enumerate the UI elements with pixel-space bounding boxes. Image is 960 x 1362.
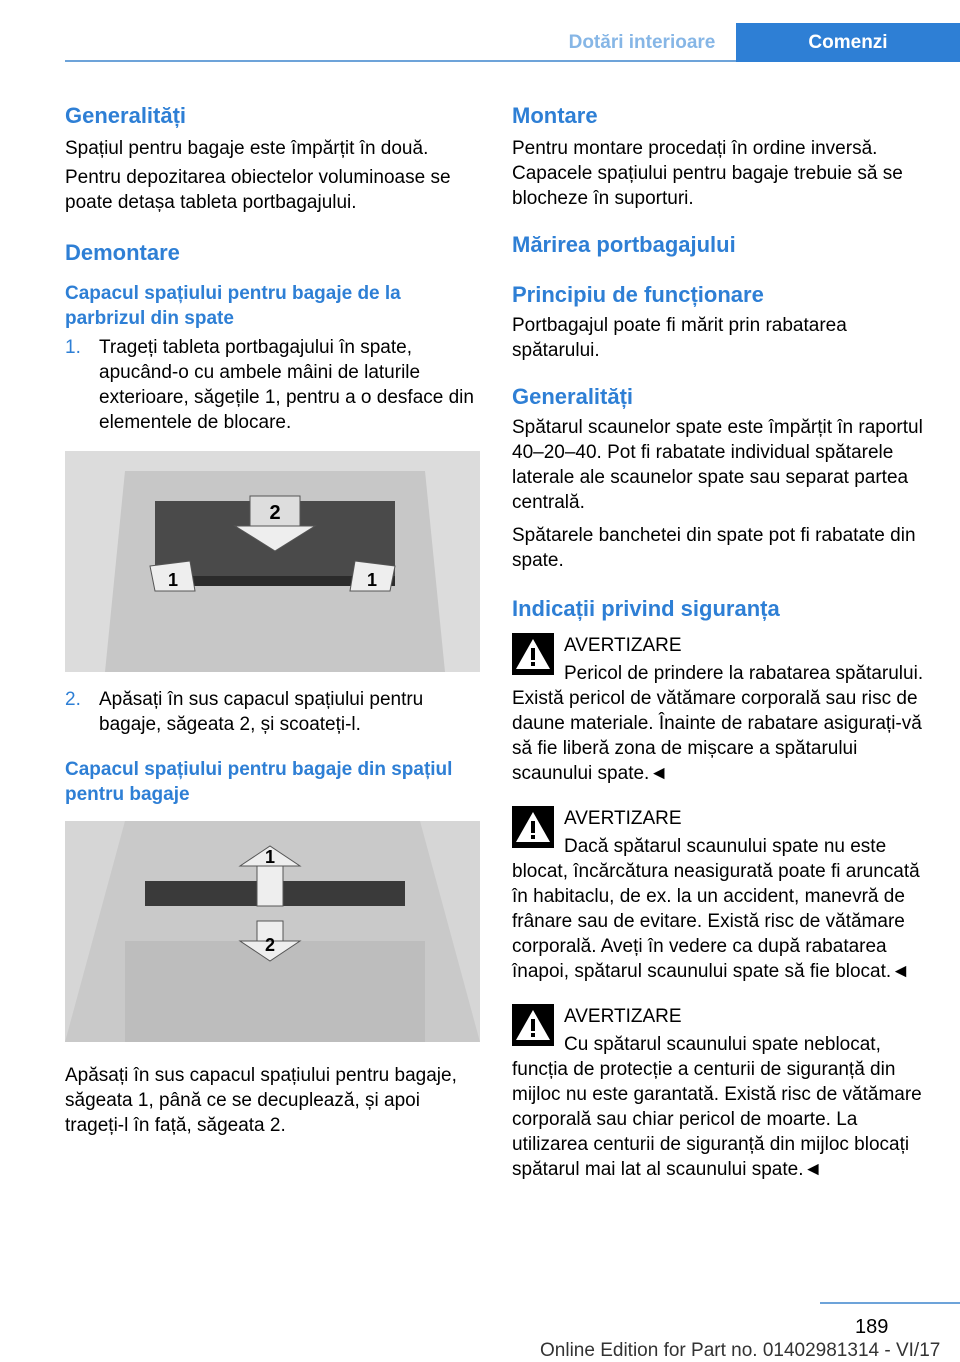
right-column	[512, 102, 930, 1182]
arrow-1-right-label: 1	[366, 570, 378, 590]
step-number: 1.	[65, 337, 81, 358]
heading-general-right: Generalități	[512, 384, 634, 409]
heading-marire: Mărirea portbagajului	[512, 232, 736, 257]
heading-demontare: Demontare	[65, 240, 180, 265]
warning-title: AVERTIZARE	[564, 635, 682, 656]
warning-title: AVERTIZARE	[564, 1006, 682, 1027]
warning-text: Cu spătarul scaunului spate neblocat, funcția de protecție a centurii de siguranță din mijloc nu este garantată. Există risc de vătămare corporală sau chiar pericol de moarte. La utilizarea centurii de siguranță din mijloc blocați spătarul mai lat al scaunului spate.◄	[512, 1034, 922, 1180]
step-text: Apăsați în sus capacul spațiului pentru bagaje, săgeata 2, și scoateți-l.	[99, 689, 424, 735]
step-1	[65, 335, 480, 435]
paragraph: Apăsați în sus capacul spațiului pentru bagaje, săgeata 1, până ce se decuplează, și apoi trageți-l în față, săgeata 2.	[65, 1065, 457, 1136]
paragraph: Portbagajul poate fi mărit prin rabatarea spătarului.	[512, 315, 847, 361]
heading-capac-2: Capacul spațiului pentru bagaje din spațiul pentru bagaje	[65, 759, 453, 805]
heading-siguranta: Indicații privind siguranța	[512, 596, 780, 621]
arrow-1-left-label: 1	[167, 570, 179, 590]
warning-text: Dacă spătarul scaunului spate nu este blocat, încărcătura neasigurată poate fi aruncată în habitaclu, de ex. la un accident, manevră de frânare sau de evitare. Există risc de vătămare corporală. Aveți în vedere ca după rabatarea înapoi, spătarul scaunului spate să fie blocat.◄	[512, 836, 920, 982]
warning-block	[512, 633, 930, 786]
warning-triangle-icon	[512, 806, 554, 848]
page-number: 189	[855, 1316, 889, 1338]
left-column	[65, 102, 480, 1138]
trunk-cover-figure-1	[65, 451, 480, 672]
arrow-2-label: 2	[269, 502, 281, 524]
heading-principiu: Principiu de funcționare	[512, 282, 764, 307]
warning-triangle-icon	[512, 633, 554, 675]
trunk-cover-figure-2	[65, 821, 480, 1042]
step-number: 2.	[65, 689, 81, 710]
paragraph: Spațiul pentru bagaje este împărțit în două.	[65, 138, 429, 159]
arrow-1-label: 1	[264, 847, 276, 867]
tab-active[interactable]: Comenzi	[736, 23, 960, 62]
tab-section[interactable]: Dotări interioare	[568, 31, 716, 53]
step-text: Trageți tableta portbagajului în spate, apucând-o cu ambele mâini de laturile exterioare, săgețile 1, pentru a o desface din elementele de blocare.	[99, 337, 474, 433]
warning-title: AVERTIZARE	[564, 808, 682, 829]
paragraph: Pentru montare procedați în ordine inversă. Capacele spațiului pentru bagaje trebuie să se blocheze în suporturi.	[512, 138, 903, 209]
heading-general: Generalități	[65, 103, 187, 128]
arrow-1-right-icon	[350, 561, 395, 591]
paragraph: Spătarul scaunelor spate este împărțit în raportul 40–20–40. Pot fi rabatate individual spătarele laterale ale scaunelor spate sau separat partea centrală.	[512, 417, 923, 513]
edition-text: Online Edition for Part no. 01402981314 - VI/17	[540, 1340, 941, 1361]
paragraph: Pentru depozitarea obiectelor voluminoase se poate detașa tableta portbagajului.	[65, 167, 451, 213]
heading-capac-1: Capacul spațiului pentru bagaje de la parbrizul din spate	[65, 283, 401, 329]
step-2	[65, 687, 480, 737]
footer-rule	[820, 1302, 960, 1304]
paragraph: Spătarele banchetei din spate pot fi rabatate din spate.	[512, 525, 916, 571]
arrow-1-left-icon	[150, 561, 195, 591]
warning-triangle-icon	[512, 1004, 554, 1046]
warning-block	[512, 1004, 930, 1182]
warning-block	[512, 806, 930, 984]
heading-montare: Montare	[512, 103, 598, 128]
warning-text: Pericol de prindere la rabatarea spătarului. Există pericol de vătămare corporală sau risc de daune materiale. Înainte de rabatare asigurați-vă să fie liberă zona de mișcare a spătarului scaunului spate.◄	[512, 663, 924, 784]
arrow-2-label: 2	[264, 935, 276, 955]
